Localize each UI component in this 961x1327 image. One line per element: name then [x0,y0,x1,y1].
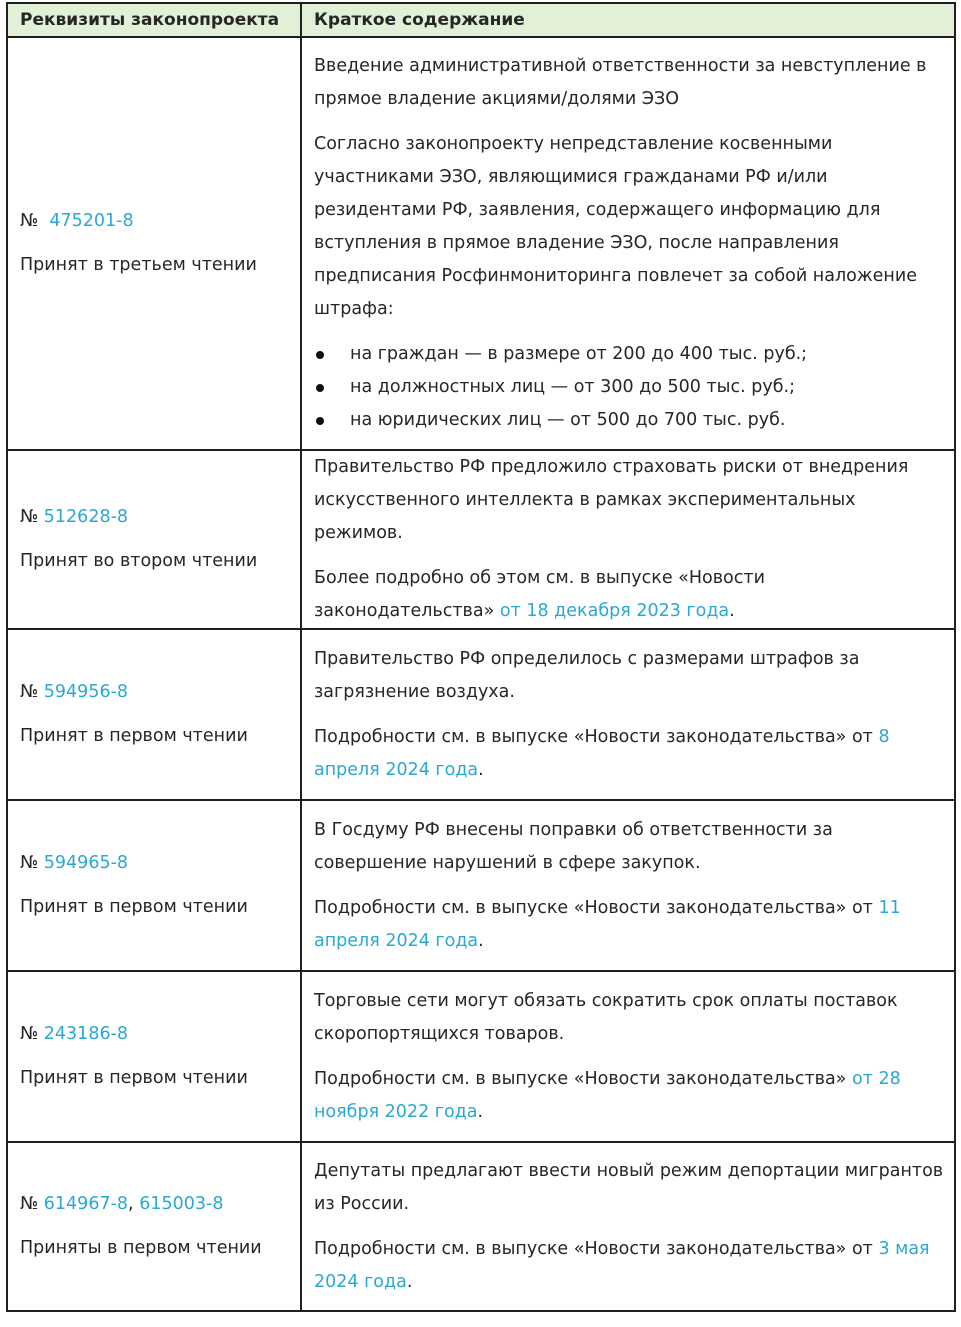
header-requisites: Реквизиты законопроекта [7,3,301,37]
bill-requisites-cell [7,450,301,629]
reference-text: Подробности см. в выпуске «Новости законодательства» [314,1068,847,1089]
reference-end: . [477,1101,484,1122]
number-sign: № [20,1194,39,1214]
summary-reference [314,892,946,958]
bill-requisites-cell [7,800,301,971]
bill-requisites-cell [7,37,301,450]
table-row [7,37,955,450]
bill-number-link[interactable]: 594965-8 [43,853,129,873]
summary-reference [314,1233,946,1299]
bill-number-line [20,501,292,534]
summary-text: Правительство РФ предложило страховать риски от внедрения искусственного интеллекта в рамках экспериментальных режимов. [314,457,909,543]
reference-end: . [406,1271,413,1292]
bill-summary-cell [301,629,955,800]
bill-separator: , [128,1194,134,1214]
bill-status: Принят во втором чтении [20,551,258,571]
list-item [314,404,946,437]
bills-table [6,2,956,1312]
news-issue-link[interactable]: от 18 декабря 2023 года [499,601,730,621]
news-issue-link[interactable]: 8 апреля 2024 года [314,726,890,780]
bullet-icon [316,417,324,425]
summary-reference [314,562,946,628]
reference-end: . [478,930,484,951]
bill-summary-cell [301,450,955,629]
news-issue-link[interactable]: от 28 ноября 2022 года [314,1068,901,1122]
list-item-text: на граждан — в размере от 200 до 400 тыс. руб.; [350,344,808,364]
bill-status: Принят в первом чтении [20,1068,248,1088]
bill-number-link[interactable]: 615003-8 [139,1194,224,1214]
list-item-text: на должностных лиц — от 300 до 500 тыс. руб.; [350,377,795,397]
reference-text: Подробности см. в выпуске «Новости законодательства» от [314,897,873,918]
table-row [7,450,955,629]
table-header-row [7,3,955,37]
reference-text: Более подробно об этом см. в выпуске «Новости законодательства» [314,568,765,621]
bill-number-link[interactable]: 243186-8 [43,1024,129,1044]
reference-text: Подробности см. в выпуске «Новости законодательства» от [314,726,873,747]
number-sign: № [20,507,39,527]
summary-text: Правительство РФ определилось с размерами штрафов за загрязнение воздуха. [314,648,860,702]
bill-number-link[interactable]: 512628-8 [43,507,129,527]
header-summary: Краткое содержание [301,3,955,37]
bill-number-link[interactable]: 614967-8 [43,1194,129,1214]
reference-end: . [729,601,735,621]
bill-number-line [20,1018,292,1051]
bill-status: Принят в третьем чтении [20,255,257,275]
summary-reference [314,721,946,787]
number-sign: № [20,682,39,702]
bullet-icon [316,384,324,392]
bill-requisites-cell [7,971,301,1142]
list-item [314,371,946,404]
summary-title: Введение административной ответственности за невступление в прямое владение акциями/долями ЭЗО [314,56,927,109]
table-row [7,629,955,800]
number-sign: № [20,853,39,873]
bill-summary-cell [301,1142,955,1311]
summary-text: Согласно законопроекту непредставление косвенными участниками ЭЗО, являющимися гражданами РФ и/или резидентами РФ, заявления, содержащего информацию для вступления в прямое владение ЭЗО, после направления предписания Росфинмониторинга повлечет за собой наложение штрафа: [314,134,917,319]
table-row [7,800,955,971]
bill-summary-cell [301,800,955,971]
bill-requisites-cell [7,1142,301,1311]
bullet-icon [316,351,324,359]
bill-status: Принят в первом чтении [20,897,248,917]
news-issue-link[interactable]: 3 мая 2024 года [314,1238,930,1292]
reference-end: . [478,759,484,780]
table-row [7,971,955,1142]
number-sign: № [20,211,39,231]
summary-text: В Госдуму РФ внесены поправки об ответственности за совершение нарушений в сфере закупок. [314,819,833,873]
bill-summary-cell [301,37,955,450]
summary-reference [314,1063,946,1129]
bill-status: Приняты в первом чтении [20,1238,262,1258]
bill-number-link[interactable]: 475201-8 [49,211,134,231]
bill-number-line [20,205,292,238]
list-item [314,338,946,371]
bill-status: Принят в первом чтении [20,726,248,746]
reference-text: Подробности см. в выпуске «Новости законодательства» от [314,1238,873,1259]
summary-text: Торговые сети могут обязать сократить срок оплаты поставок скоропортящихся товаров. [314,990,898,1044]
bill-number-line [20,1188,292,1221]
bill-number-link[interactable]: 594956-8 [43,682,129,702]
list-item-text: на юридических лиц — от 500 до 700 тыс. руб. [350,410,786,430]
news-issue-link[interactable]: 11 апреля 2024 года [314,897,901,951]
table-row [7,1142,955,1311]
bill-summary-cell [301,971,955,1142]
number-sign: № [20,1024,39,1044]
summary-text: Депутаты предлагают ввести новый режим депортации мигрантов из России. [314,1160,944,1214]
bill-number-line [20,847,292,880]
bill-requisites-cell [7,629,301,800]
fine-list [314,338,946,437]
bill-number-line [20,676,292,709]
